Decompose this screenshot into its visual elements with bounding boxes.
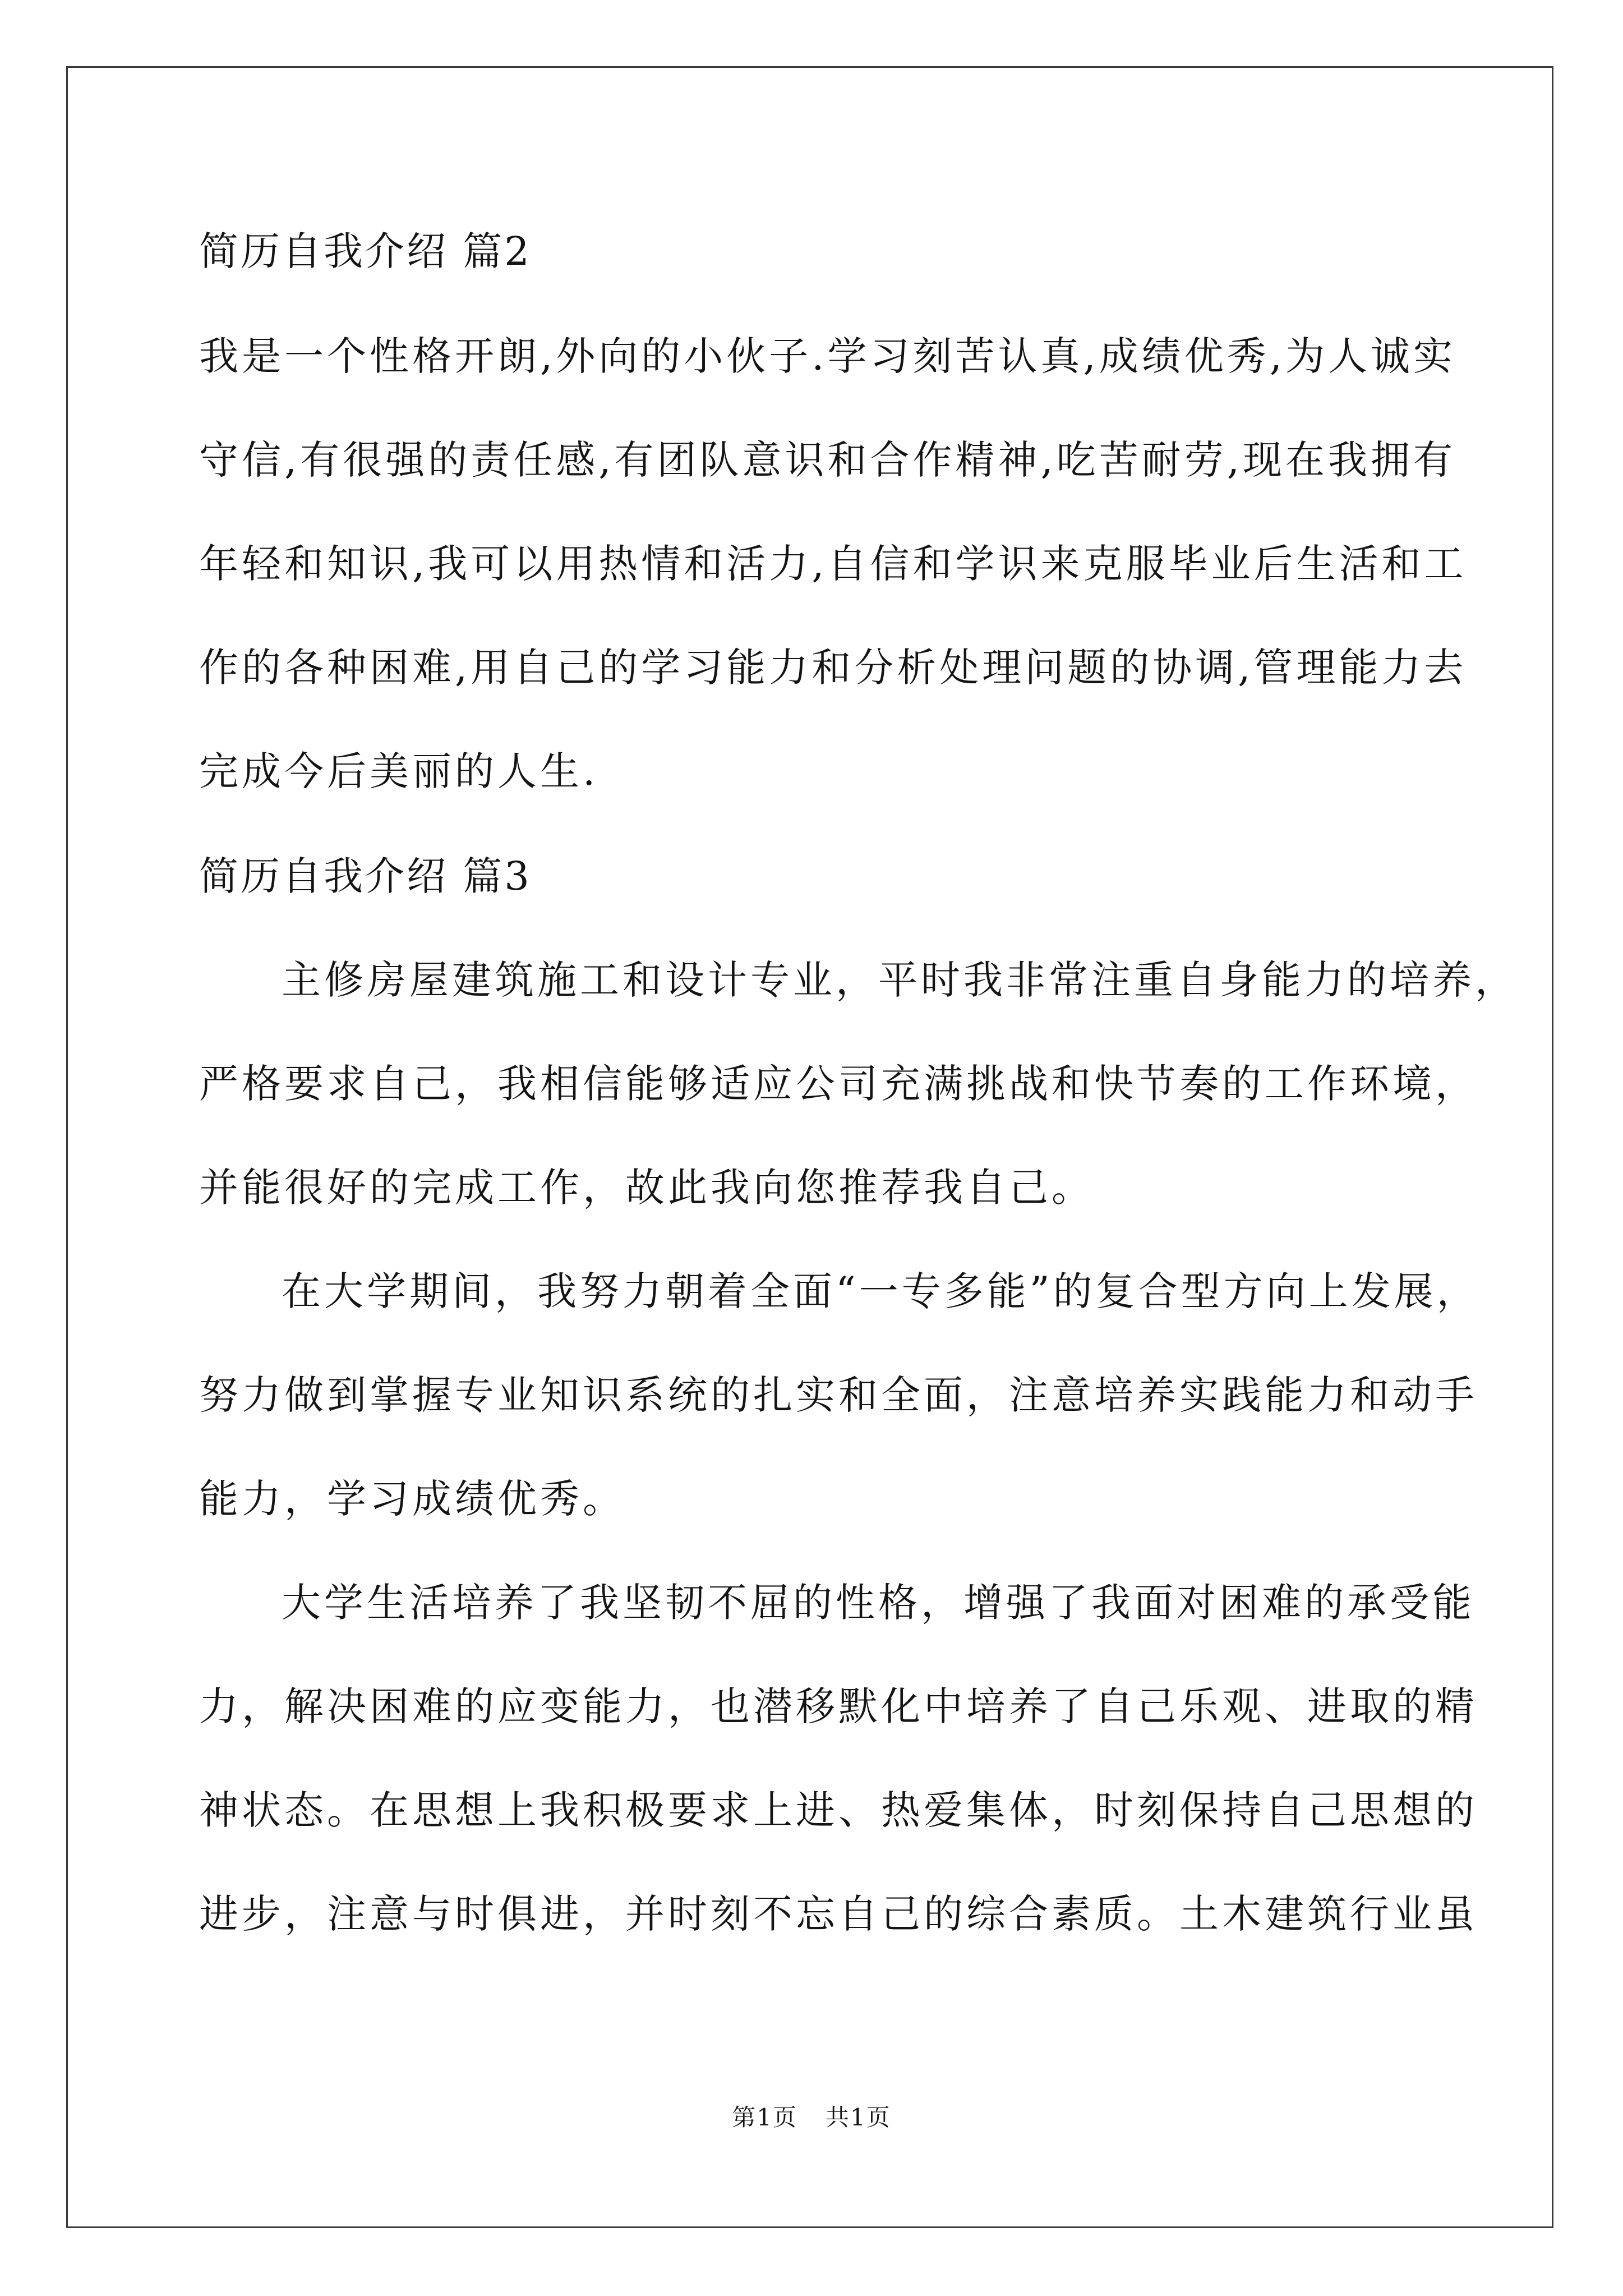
section-2-line-3: 年轻和知识,我可以用热情和活力,自信和学识来克服毕业后生活和工	[199, 541, 1467, 587]
section-2-line-4: 作的各种困难,用自己的学习能力和分析处理问题的协调,管理能力去	[199, 645, 1467, 691]
section-3-heading: 简历自我介绍 篇3	[199, 853, 532, 899]
page-footer	[0, 2104, 1623, 2132]
section-3-paragraph-2-line-3: 能力，学习成绩优秀。	[199, 1476, 625, 1522]
section-3-paragraph-2-line-1: 在大学期间，我努力朝着全面“一专多能”的复合型方向上发展，	[282, 1268, 1479, 1314]
section-3-paragraph-1-line-3: 并能很好的完成工作，故此我向您推荐我自己。	[199, 1165, 1094, 1211]
section-3-paragraph-2-line-2: 努力做到掌握专业知识系统的扎实和全面，注意培养实践能力和动手	[199, 1372, 1478, 1418]
section-2-line-2: 守信,有很强的责任感,有团队意识和合作精神,吃苦耐劳,现在我拥有	[199, 437, 1456, 483]
section-3-paragraph-3-line-3: 神状态。在思想上我积极要求上进、热爱集体，时刻保持自己思想的	[199, 1787, 1478, 1833]
section-3-paragraph-3-line-2: 力，解决困难的应变能力，也潜移默化中培养了自己乐观、进取的精	[199, 1683, 1478, 1729]
page-total-label: 共1页	[826, 2104, 891, 2131]
section-3-paragraph-1-line-2: 严格要求自己，我相信能够适应公司充满挑战和快节奏的工作环境，	[199, 1061, 1478, 1107]
section-3-paragraph-1-line-1: 主修房屋建筑施工和设计专业，平时我非常注重自身能力的培养，	[282, 957, 1518, 1003]
section-2-line-5: 完成今后美丽的人生.	[199, 748, 599, 794]
section-2-heading: 简历自我介绍 篇2	[199, 228, 532, 274]
page-number-label: 第1页	[732, 2104, 797, 2131]
section-2-line-1: 我是一个性格开朗,外向的小伙子.学习刻苦认真,成绩优秀,为人诚实	[199, 333, 1456, 379]
section-3-paragraph-3-line-4: 进步，注意与时俱进，并时刻不忘自己的综合素质。土木建筑行业虽	[199, 1891, 1478, 1937]
section-3-paragraph-3-line-1: 大学生活培养了我坚韧不屈的性格，增强了我面对困难的承受能	[282, 1580, 1475, 1626]
